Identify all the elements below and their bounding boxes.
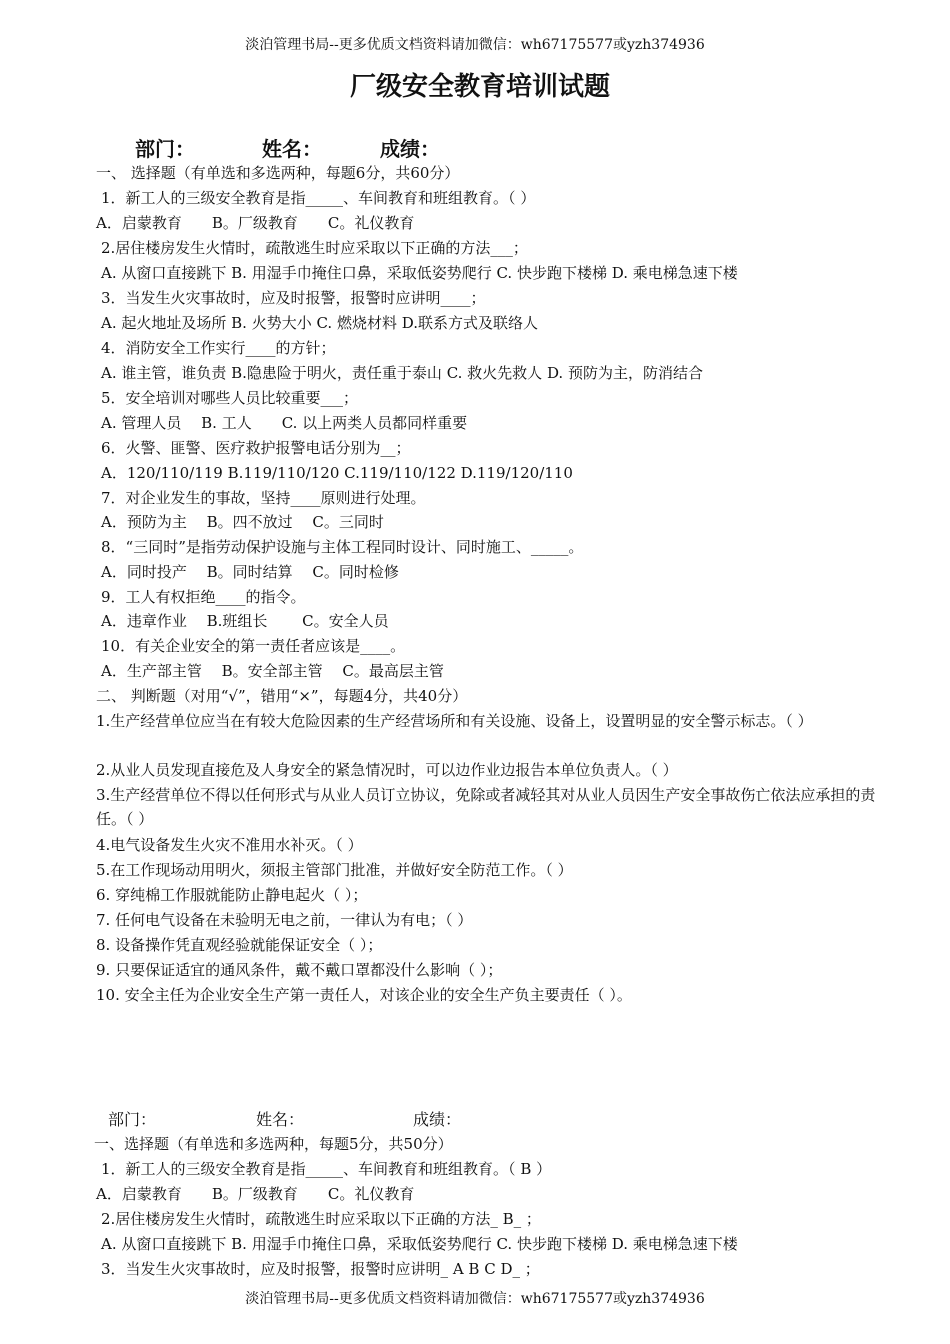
score-label: 成绩：	[413, 1110, 462, 1129]
option-line: A. 起火地址及场所 B. 火势大小 C. 燃烧材料 D.联系方式及联络人	[101, 314, 538, 332]
question-line: 4．消防安全工作实行____的方针；	[101, 339, 336, 357]
option-line: A．预防为主 B。四不放过 C。三同时	[101, 513, 384, 531]
judgment-item: 8. 设备操作凭直观经验就能保证安全（ ）；	[96, 936, 383, 954]
footer-note: 淡泊管理书局--更多优质文档资料请加微信：wh67175577或yzh374936	[245, 1291, 705, 1307]
document-title: 厂级安全教育培训试题	[349, 72, 610, 102]
answer-question-line: 3．当发生火灾事故时，应及时报警，报警时应讲明_ A B C D_ ；	[101, 1260, 540, 1278]
option-line: A．120/110/119 B.119/110/120 C.119/110/122 D.119/120/110	[101, 464, 573, 482]
section2-heading: 二、 判断题（对用“√”，错用“×”，每题4分，共40分）	[96, 687, 468, 705]
question-line: 8．“三同时”是指劳动保护设施与主体工程同时设计、同时施工、_____。	[101, 538, 584, 556]
judgment-item: 9. 只要保证适宜的通风条件，戴不戴口罩都没什么影响（ ）；	[96, 961, 503, 979]
judgment-item: 2.从业人员发现直接危及人身安全的紧急情况时，可以边作业边报告本单位负责人。（ ）	[96, 761, 678, 779]
question-line: 3．当发生火灾事故时，应及时报警，报警时应讲明____；	[101, 289, 486, 307]
question-line: 2.居住楼房发生火情时，疏散逃生时应采取以下正确的方法___；	[101, 239, 528, 257]
answer-question-line: 1．新工人的三级安全教育是指_____、车间教育和班组教育。（ B ）	[101, 1160, 552, 1178]
question-line: 5．安全培训对哪些人员比较重要___；	[101, 389, 359, 407]
name-label: 姓名：	[256, 1110, 305, 1129]
question-line: 10．有关企业安全的第一责任者应该是____。	[101, 637, 406, 655]
option-line: A．同时投产 B。同时结算 C。同时检修	[101, 563, 399, 581]
option-line: A. 谁主管，谁负责 B.隐患险于明火，责任重于泰山 C. 救火先救人 D. 预防为主，防消结合	[101, 364, 703, 382]
answer-option-line: A. 从窗口直接跳下 B. 用湿手巾掩住口鼻，采取低姿势爬行 C. 快步跑下楼梯 D. 乘电梯急速下楼	[101, 1235, 738, 1253]
option-line: A．生产部主管 B。安全部主管 C。最高层主管	[101, 662, 444, 680]
answer-section-heading: 一、选择题（有单选和多选两种，每题5分，共50分）	[94, 1135, 453, 1153]
department-label: 部门：	[108, 1110, 157, 1129]
answer-option-line: A．启蒙教育 B。厂级教育 C。礼仪教育	[96, 1185, 415, 1203]
section1-heading: 一、 选择题（有单选和多选两种，每题6分，共60分）	[96, 164, 460, 182]
judgment-item: 4.电气设备发生火灾不准用水补灭。（ ）	[96, 836, 363, 854]
judgment-item: 7. 任何电气设备在未验明无电之前，一律认为有电；（ ）	[96, 911, 473, 929]
department-label: 部门：	[135, 137, 195, 161]
question-line: 1．新工人的三级安全教育是指_____、车间教育和班组教育。（ ）	[101, 189, 536, 207]
option-line: A．启蒙教育 B。厂级教育 C。礼仪教育	[96, 214, 415, 232]
judgment-item: 1.生产经营单位应当在有较大危险因素的生产经营场所和有关设施、设备上，设置明显的安全警示标志。（ ）	[96, 712, 813, 730]
question-line: 7．对企业发生的事故，坚持____原则进行处理。	[101, 489, 426, 507]
judgment-item: 3.生产经营单位不得以任何形式与从业人员订立协议，免除或者减轻其对从业人员因生产安全事故伤亡依法应承担的责任。（ ）	[96, 786, 876, 828]
header-note: 淡泊管理书局--更多优质文档资料请加微信：wh67175577或yzh374936	[245, 37, 705, 53]
judgment-item: 6. 穿纯棉工作服就能防止静电起火（ ）；	[96, 886, 368, 904]
name-label: 姓名：	[262, 137, 322, 161]
option-line: A．违章作业 B.班组长 C。安全人员	[101, 612, 389, 630]
option-line: A. 从窗口直接跳下 B. 用湿手巾掩住口鼻，采取低姿势爬行 C. 快步跑下楼梯 D. 乘电梯急速下楼	[101, 264, 738, 282]
judgment-item: 10. 安全主任为企业安全生产第一责任人，对该企业的安全生产负主要责任（ ）。	[96, 986, 632, 1004]
question-line: 9．工人有权拒绝____的指令。	[101, 588, 306, 606]
answer-question-line: 2.居住楼房发生火情时，疏散逃生时应采取以下正确的方法_ B_ ；	[101, 1210, 541, 1228]
option-line: A. 管理人员 B. 工人 C. 以上两类人员都同样重要	[101, 414, 468, 432]
score-label: 成绩：	[380, 137, 440, 161]
question-line: 6．火警、匪警、医疗救护报警电话分别为__；	[101, 439, 411, 457]
judgment-item: 5.在工作现场动用明火，须报主管部门批准，并做好安全防范工作。（ ）	[96, 861, 573, 879]
